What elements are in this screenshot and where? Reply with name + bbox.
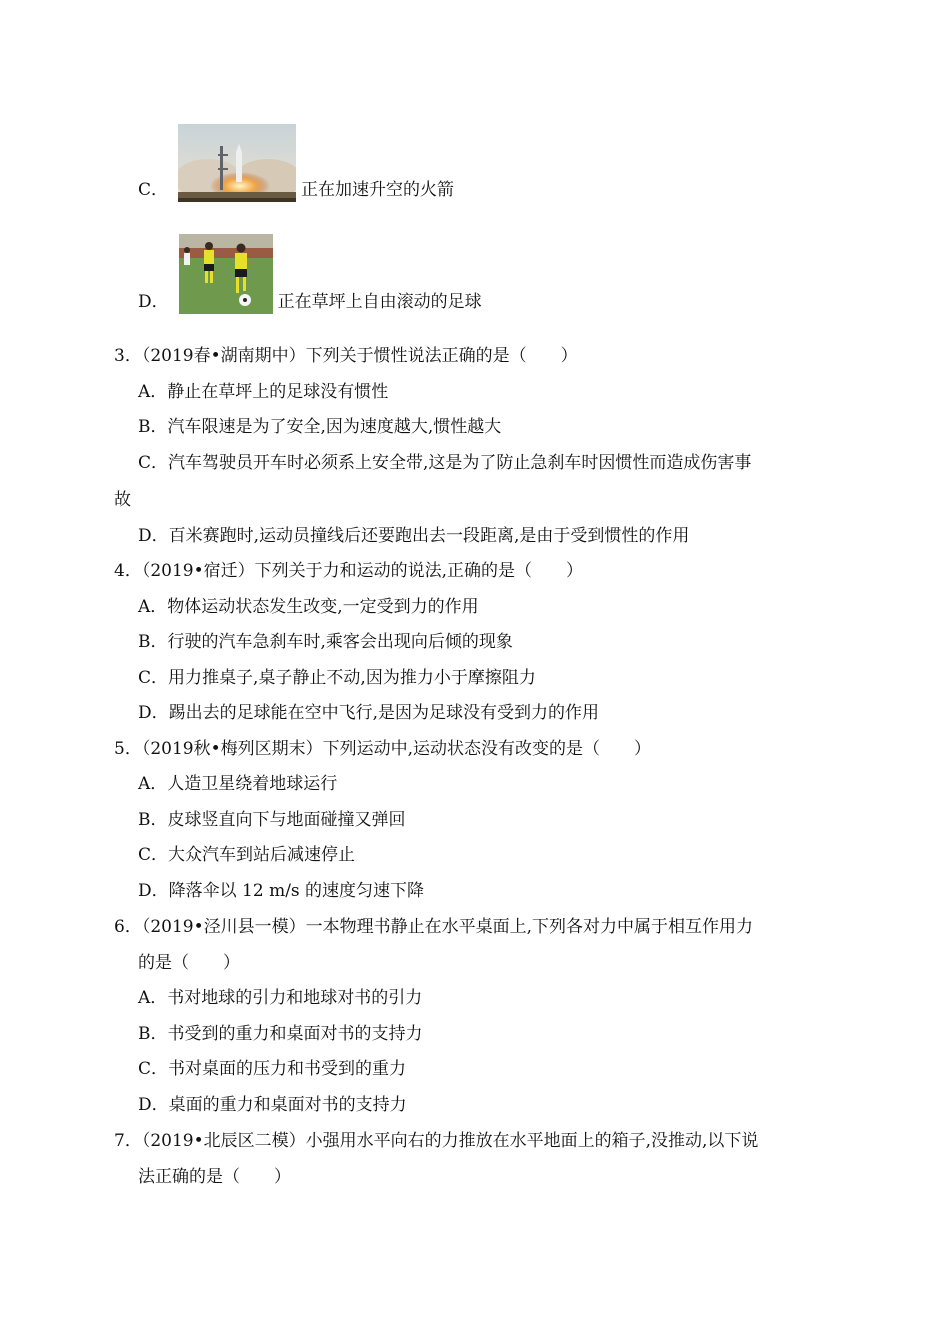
option-caption: 正在草坪上自由滚动的足球 — [277, 292, 482, 312]
question-3-option-c: C．汽车驾驶员开车时必须系上安全带,这是为了防止急刹车时因惯性而造成伤害事 — [138, 453, 752, 473]
question-7-stem-cont: 法正确的是（ ） — [138, 1167, 291, 1187]
option-d-image-item — [138, 234, 482, 314]
question-5-option-a: A．人造卫星绕着地球运行 — [138, 774, 338, 794]
question-4-option-d: D．踢出去的足球能在空中飞行,是因为足球没有受到力的作用 — [138, 703, 600, 723]
question-3-option-a: A．静止在草坪上的足球没有惯性 — [138, 382, 389, 402]
question-3-option-c-cont: 故 — [114, 490, 131, 510]
question-5-stem: 5．（2019秋•梅列区期末）下列运动中,运动状态没有改变的是（ ） — [114, 739, 652, 759]
soccer-players-photo-icon — [179, 234, 273, 314]
question-5-option-d: D．降落伞以 12 m/s 的速度匀速下降 — [138, 881, 425, 901]
question-6-option-d: D．桌面的重力和桌面对书的支持力 — [138, 1095, 407, 1115]
question-3-option-d: D．百米赛跑时,运动员撞线后还要跑出去一段距离,是由于受到惯性的作用 — [138, 526, 690, 546]
option-c-image-item — [138, 124, 454, 202]
question-3-option-b: B．汽车限速是为了安全,因为速度越大,惯性越大 — [138, 417, 502, 437]
question-4-stem: 4．（2019•宿迁）下列关于力和运动的说法,正确的是（ ） — [114, 561, 584, 581]
question-6-option-b: B．书受到的重力和桌面对书的支持力 — [138, 1024, 423, 1044]
option-caption: 正在加速升空的火箭 — [301, 180, 455, 200]
question-4-option-c: C．用力推桌子,桌子静止不动,因为推力小于摩擦阻力 — [138, 668, 536, 688]
question-5-option-b: B．皮球竖直向下与地面碰撞又弹回 — [138, 810, 406, 830]
question-5-option-c: C．大众汽车到站后减速停止 — [138, 845, 356, 865]
question-6-option-a: A．书对地球的引力和地球对书的引力 — [138, 988, 423, 1008]
question-6-stem: 6．（2019•泾川县一模）一本物理书静止在水平桌面上,下列各对力中属于相互作用力 — [114, 917, 754, 937]
question-4-option-a: A．物体运动状态发生改变,一定受到力的作用 — [138, 597, 479, 617]
question-3-stem: 3．（2019春•湖南期中）下列关于惯性说法正确的是（ ） — [114, 346, 578, 366]
rocket-launch-photo-icon — [178, 124, 296, 202]
question-7-stem: 7．（2019•北辰区二模）小强用水平向右的力推放在水平地面上的箱子,没推动,以下说 — [114, 1131, 759, 1151]
option-label: D． — [138, 292, 169, 312]
question-6-option-c: C．书对桌面的压力和书受到的重力 — [138, 1059, 407, 1079]
question-4-option-b: B．行驶的汽车急刹车时,乘客会出现向后倾的现象 — [138, 632, 513, 652]
question-6-stem-cont: 的是（ ） — [138, 953, 240, 973]
option-label: C． — [138, 180, 169, 200]
